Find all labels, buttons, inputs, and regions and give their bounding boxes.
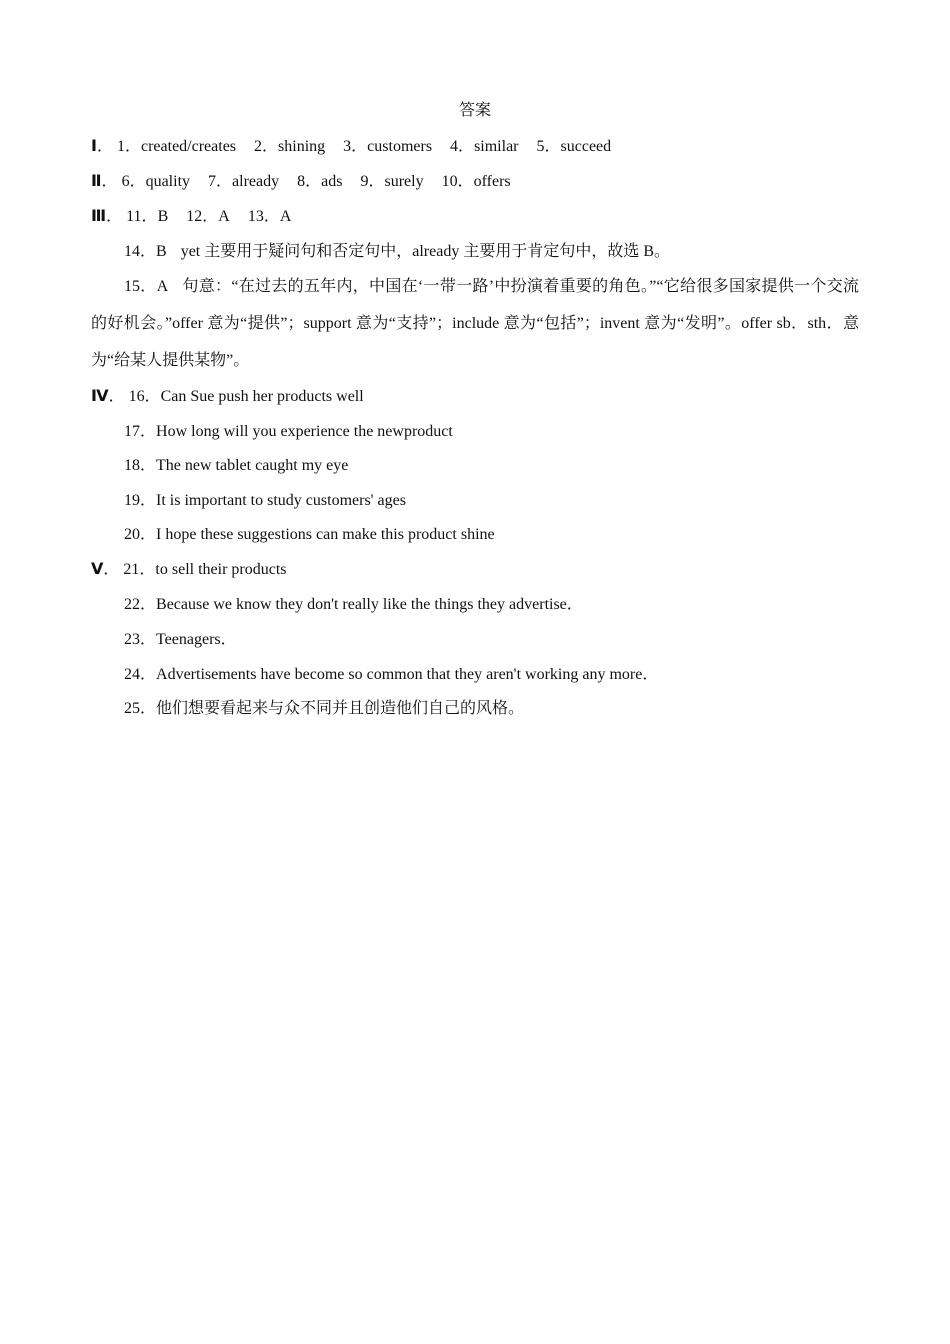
item-19-line <box>124 490 406 512</box>
item-num: 19． <box>124 492 157 509</box>
item-num: 17． <box>124 423 157 440</box>
item-answer: created/creates <box>140 138 237 155</box>
item-num: 24． <box>124 666 157 683</box>
section-1-numeral: Ⅰ <box>91 138 97 155</box>
item-num: 21． <box>123 561 156 578</box>
item-17-line <box>124 421 453 443</box>
item-answer: to sell their products <box>155 561 287 578</box>
item-22-line <box>124 594 583 616</box>
item-num: 15． <box>124 278 157 295</box>
item-num: 11． <box>126 208 158 225</box>
item-answer: B <box>157 208 169 225</box>
item-answer: Because we know they don't really like the things they advertise． <box>156 596 583 613</box>
item-23-line <box>124 629 237 651</box>
section-2-numeral: Ⅱ <box>91 173 102 190</box>
item-num: 4． <box>450 138 475 155</box>
item-num: 10． <box>441 173 474 190</box>
item-answer: A <box>279 208 292 225</box>
item-answer: shining <box>278 138 326 155</box>
item-num: 14． <box>124 243 157 260</box>
item-answer: A <box>156 278 169 295</box>
item-num: 3． <box>343 138 368 155</box>
item-answer: similar <box>474 138 519 155</box>
item-num: 20． <box>124 526 157 543</box>
item-num: 13． <box>247 208 280 225</box>
item-num: 5． <box>536 138 561 155</box>
item-num: 2． <box>254 138 279 155</box>
page-title: 答案 <box>458 102 491 119</box>
item-answer: The new tablet caught my eye <box>156 457 349 474</box>
item-answer: It is important to study customers' ages <box>156 492 406 509</box>
item-answer: offers <box>473 173 511 190</box>
section-2-line: Ⅱ． 6．quality 7．already 8．ads 9．surely 10．offers <box>91 173 511 190</box>
item-answer: quality <box>145 173 191 190</box>
item-answer: surely <box>384 173 424 190</box>
item-answer: succeed <box>560 138 612 155</box>
item-num: 18． <box>124 457 157 474</box>
item-15-paragraph <box>91 268 859 379</box>
item-num: 1． <box>116 138 141 155</box>
item-answer: customers <box>367 138 433 155</box>
item-answer: Can Sue push her products well <box>160 388 364 405</box>
section-4-line: Ⅳ． 16．Can Sue push her products well <box>91 388 364 405</box>
item-num: 25． <box>124 700 157 717</box>
section-5-line: Ⅴ． 21．to sell their products <box>91 561 287 578</box>
section-1-line: Ⅰ． 1．created/creates 2．shining 3．customers 4．similar 5．succeed <box>91 138 612 155</box>
item-14-line <box>124 241 670 263</box>
section-3-numeral: Ⅲ <box>91 208 107 225</box>
item-num: 12． <box>186 208 219 225</box>
item-explanation: yet 主要用于疑问句和否定句中，already 主要用于肯定句中，故选 B。 <box>180 243 670 260</box>
item-answer: Teenagers． <box>156 631 237 648</box>
item-25-line <box>124 698 524 720</box>
section-4-numeral: Ⅳ <box>91 388 109 405</box>
item-18-line <box>124 455 348 477</box>
item-num: 23． <box>124 631 157 648</box>
item-answer: How long will you experience the newproduct <box>156 423 453 440</box>
item-num: 16． <box>128 388 161 405</box>
item-answer: I hope these suggestions can make this product shine <box>156 526 495 543</box>
section-3-line: Ⅲ． 11．B 12．A 13．A <box>91 208 292 225</box>
item-num: 22． <box>124 596 157 613</box>
item-answer: already <box>232 173 280 190</box>
item-num: 7． <box>208 173 233 190</box>
item-answer: ads <box>321 173 343 190</box>
item-answer: A <box>218 208 230 225</box>
item-24-line <box>124 664 658 686</box>
item-explanation: 句意：“在过去的五年内，中国在‘一带一路’中扮演着重要的角色。”“它给很多国家提供一个交流的好机会。”offer 意为“提供”；support 意为“支持”；include 意为“包括”；invent 意为“发明”。offer sb．sth．意为“给某人提供某物”。 <box>91 278 859 369</box>
item-num: 9． <box>360 173 385 190</box>
item-answer: 他们想要看起来与众不同并且创造他们自己的风格。 <box>156 700 525 717</box>
item-answer: B <box>156 243 167 260</box>
item-num: 8． <box>297 173 322 190</box>
section-5-numeral: Ⅴ <box>91 561 104 578</box>
item-answer: Advertisements have become so common that they aren't working any more． <box>156 666 659 683</box>
item-num: 6． <box>121 173 146 190</box>
item-20-line <box>124 524 495 546</box>
